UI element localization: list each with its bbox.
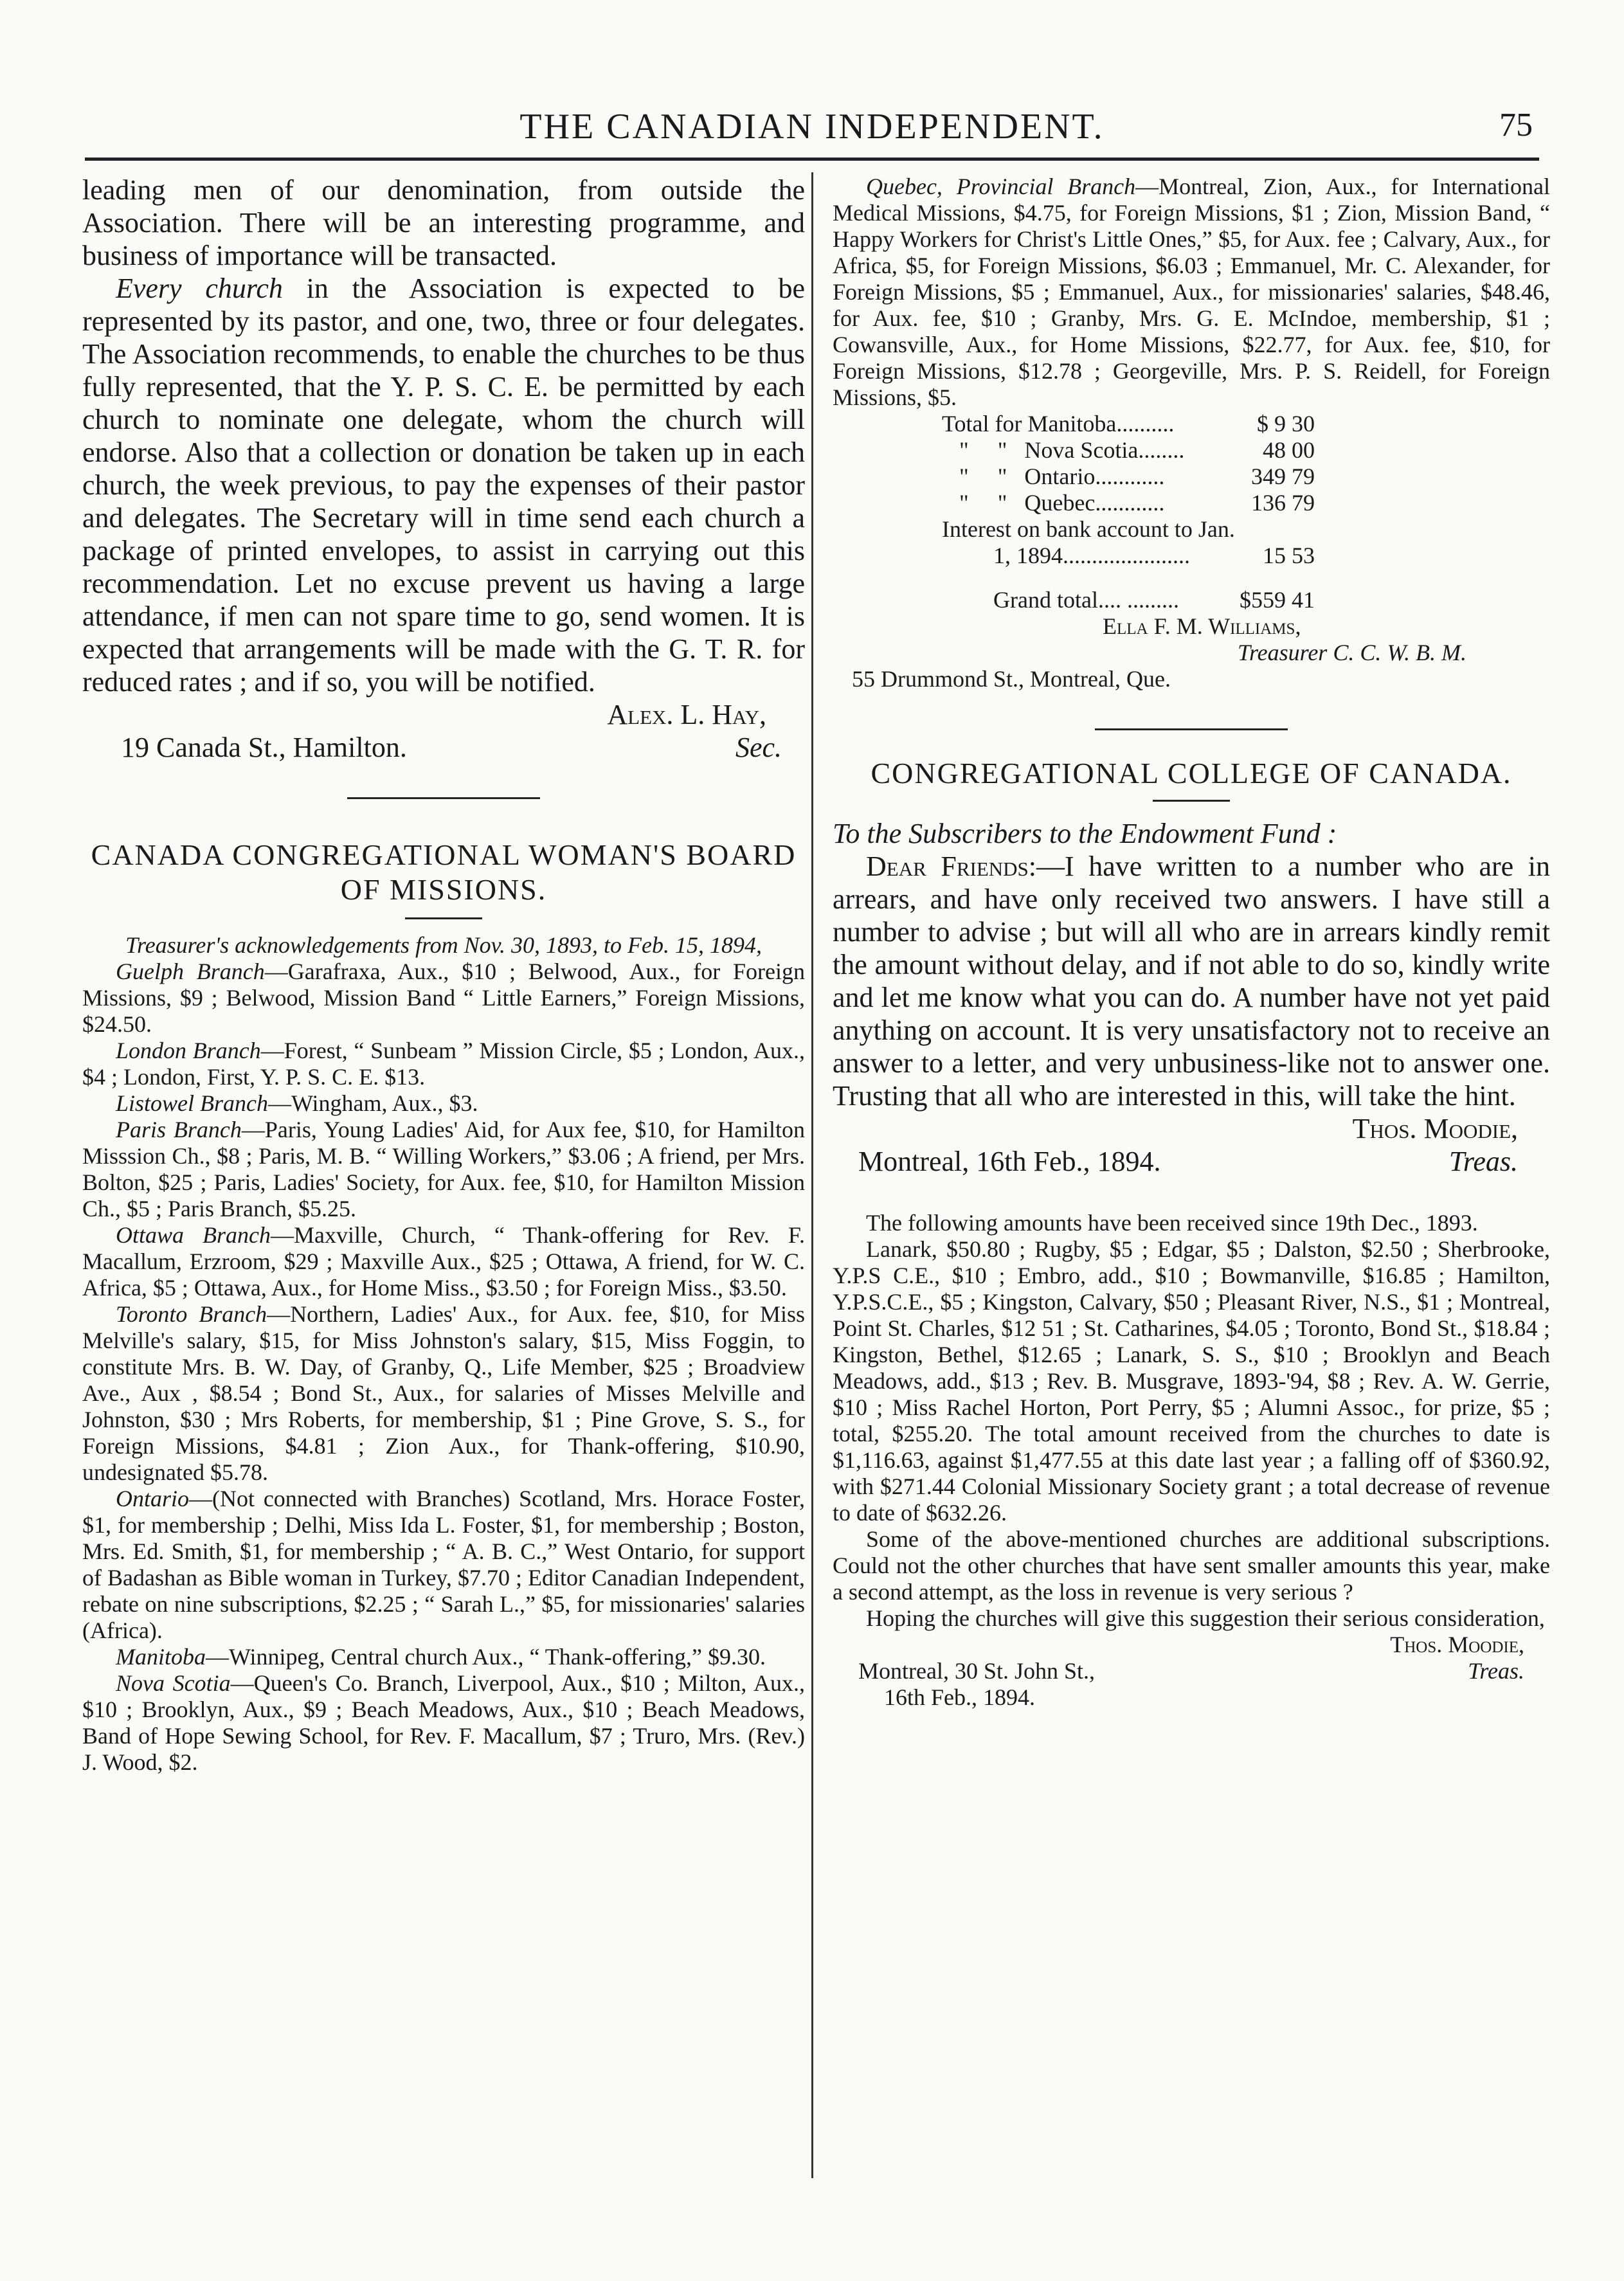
section-divider xyxy=(347,797,540,799)
board-heading: CANADA CONGREGATIONAL WOMAN'S BOARD OF MISSIONS. xyxy=(91,838,797,906)
left-column xyxy=(82,174,805,1776)
closing-date: 16th Feb., 1894. xyxy=(884,1684,1036,1710)
college-treasurer-title: Treas. xyxy=(1448,1146,1518,1177)
branch-entry: Ottawa Branch—Maxville, Church, “ Thank-offering for Rev. F. Macallum, Erzroom, $29 ; Maxville Aux., $25 ; Ottawa, A friend, for W. C. Africa, $5 ; Ottawa, Aux., for Home Miss., $3.50 ; for Foreign Miss., $3.50. xyxy=(82,1222,805,1301)
column-divider xyxy=(811,172,813,2178)
branch-list xyxy=(82,959,805,1776)
branch-entry: Nova Scotia—Queen's Co. Branch, Liverpool, Aux., $10 ; Milton, Aux., $10 ; Brooklyn, Aux., $9 ; Beach Meadows, Aux., $10 ; Beach Meadows, Band of Hope Sewing School, for Rev. F. Macallum, $7 ; Truro, Mrs. (Rev.) J. Wood, $2. xyxy=(82,1670,806,1775)
closing-address: Montreal, 30 St. John St., xyxy=(858,1658,1096,1684)
page-title: THE CANADIAN INDEPENDENT. xyxy=(519,107,1105,147)
branch-entry: Paris Branch—Paris, Young Ladies' Aid, for Aux fee, $10, for Hamilton Misssion Ch., $8 ; Paris, M. B. “ Willing Workers,” $3.06 ; A friend, per Mrs. Bolton, $25 ; Paris, Ladies' Society, for Aux. fee, $10, for Hamilton Mission Ch., $5 ; Paris Branch, $5.25. xyxy=(82,1117,805,1222)
subscribers-address: To the Subscribers to the Endowment Fund : xyxy=(833,818,1337,849)
treasurer-title: Treasurer C. C. W. B. M. xyxy=(1237,640,1466,665)
interest-row: 1, 1894...................... 15 53 xyxy=(993,543,1315,568)
right-column xyxy=(833,174,1550,1711)
section-divider xyxy=(1095,728,1288,730)
interest-label: Interest on bank account to Jan. xyxy=(942,516,1235,542)
grand-total-row: Grand total.... ......... $559 41 xyxy=(993,587,1315,613)
total-row: " " Ontario............ 349 79 xyxy=(942,464,1315,489)
total-row: Total for Manitoba.......... $ 9 30 xyxy=(942,411,1315,437)
association-intro: leading men of our denomination, from outside the Association. There will be an interesting programme, and business of importance will be transacted. xyxy=(82,174,805,271)
spacer xyxy=(833,1178,1550,1210)
branch-entry: London Branch—Forest, “ Sunbeam ” Mission Circle, $5 ; London, Aux., $4 ; London, First, Y. P. S. C. E. $13. xyxy=(82,1038,806,1090)
secretary-title: Sec. xyxy=(735,732,782,763)
treasurer-name: Ella F. M. Williams, xyxy=(1103,613,1301,639)
received-list: Lanark, $50.80 ; Rugby, $5 ; Edgar, $5 ; Dalston, $2.50 ; Sherbrooke, Y.P.S C.E., $10 ; Embro, add., $10 ; Bowmanville, $16.85 ; Hamilton, Y.P.S.C.E., $5 ; Kingston, Calvary, $50 ; Pleasant River, N.S., $1 ; Montreal, Point St. Charles, $12 51 ; St. Catharines, $4.05 ; Toronto, Bond St., $18.84 ; Kingston, Bethel, $12.65 ; Lanark, S. S., $10 ; Brooklyn and Beach Meadows, add., $13 ; Rev. B. Musgrave, 1893-'94, $8 ; Rev. A. W. Gerrie, $10 ; Miss Rachel Horton, Port Perry, $5 ; Alumni Assoc., for prize, $5 ; total, $255.20. The total amount received from the churches to date is $1,116.63, against $1,477.55 at this date last year ; a falling off of $360.92, with $271.44 Colonial Missionary Society grant ; a total decrease of revenue to date of $632.26. xyxy=(833,1236,1550,1526)
college-heading: CONGREGATIONAL COLLEGE OF CANADA. xyxy=(871,757,1512,789)
running-header xyxy=(85,106,1539,161)
secretary-address-line xyxy=(82,731,805,764)
acknowledgement-line: Treasurer's acknowledgements from Nov. 30, 1893, to Feb. 15, 1894, xyxy=(125,932,762,958)
college-treasurer-name: Thos. Moodie, xyxy=(1352,1113,1518,1144)
additional-note: Some of the above-mentioned churches are additional subscriptions. Could not the other churches that have sent smaller amounts this year, make a second attempt, as the loss in revenue is very serious ? xyxy=(833,1526,1550,1605)
closing-title: Treas. xyxy=(1468,1658,1524,1684)
page-number: 75 xyxy=(1499,107,1533,143)
secretary-name: Alex. L. Hay, xyxy=(607,699,766,730)
college-dateline xyxy=(833,1145,1550,1178)
hoping-note: Hoping the churches will give this suggestion their serious consideration, xyxy=(866,1605,1545,1631)
heading-divider xyxy=(405,917,482,919)
branch-entry: Listowel Branch—Wingham, Aux., $3. xyxy=(116,1090,478,1116)
paragraph-lead: Every church xyxy=(116,273,283,304)
treasurer-address: 55 Drummond St., Montreal, Que. xyxy=(852,666,1171,692)
totals-table xyxy=(942,411,1315,613)
branch-entry: Guelph Branch—Garafraxa, Aux., $10 ; Belwood, Aux., for Foreign Missions, $9 ; Belwood, Mission Band “ Little Earners,” Foreign Missions, $24.50. xyxy=(82,959,805,1037)
college-treasurer-name-2: Thos. Moodie, xyxy=(1390,1632,1524,1657)
letter-date: Montreal, 16th Feb., 1894. xyxy=(858,1146,1161,1177)
secretary-address: 19 Canada St., Hamilton. xyxy=(121,732,407,763)
total-row: " " Quebec............ 136 79 xyxy=(942,490,1315,516)
quebec-branch-entry: Quebec, Provincial Branch—Montreal, Zion, Aux., for International Medical Missions, $4.75, for Foreign Missions, $1 ; Zion, Mission Band, “ Happy Workers for Christ's Little Ones,” $5, for Aux. fee ; Calvary, Aux., for Africa, $5, for Foreign Missions, $6.03 ; Emmanuel, Mr. C. Alexander, for Foreign Missions, $5 ; Emmanuel, Aux., for missionaries' salaries, $48.46, for Aux. fee, $10 ; Granby, Mrs. G. E. McIndoe, membership, $1 ; Cowansville, Aux., for Home Missions, $22.77, for Aux. fee, $10, for Foreign Missions, $12.78 ; Georgeville, Mrs. P. S. Reidell, for Foreign Missions, $5. xyxy=(833,174,1550,410)
total-row: " " Nova Scotia........ 48 00 xyxy=(942,437,1315,463)
paragraph-body: in the Association is expected to be represented by its pastor, and one, two, three or four delegates. The Association recommends, to enable the churches to be thus fully represented, that the Y. P. S. C. E. be permitted by each church to nominate one delegate, whom the church will endorse. Also that a collection or donation be taken up in each church, the week previous, to pay the expenses of their pastor and delegates. The Secretary will in time send each church a package of printed envelopes, to assist in carrying out this recommendation. Let no excuse prevent us having a large attendance, if men can not spare time to go, send women. It is expected that arrangements will be made with the G. T. R. for reduced rates ; and if so, you will be notified. xyxy=(82,273,805,698)
heading-divider xyxy=(1153,800,1230,802)
received-intro: The following amounts have been received since 19th Dec., 1893. xyxy=(866,1210,1478,1236)
association-paragraph xyxy=(82,272,805,698)
college-letter: Dear Friends:—I have written to a number who are in arrears, and have only received two answers. I have still a number to advise ; but will all who are in arrears kindly remit the amount without delay, and if not able to do so, kindly write and let me know what you can do. A number have not yet paid anything on account. It is very unsatisfactory not to receive an answer to a letter, and very unbusiness-like not to answer one. Trusting that all who are interested in this, will take the hint. xyxy=(833,851,1550,1112)
branch-entry: Manitoba—Winnipeg, Central church Aux., “ Thank-offering,” $9.30. xyxy=(116,1644,766,1670)
branch-entry: Toronto Branch—Northern, Ladies' Aux., for Aux. fee, $10, for Miss Melville's salary, $15, for Miss Johnston's salary, $15, Miss Foggin, to constitute Mrs. B. W. Day, of Granby, Q., Life Member, $25 ; Broadview Ave., Aux , $8.54 ; Bond St., Aux., for salaries of Misses Melville and Johnston, $30 ; Mrs Roberts, for membership, $1 ; Pine Grove, S. S., for Foreign Missions, $4.81 ; Zion Aux., for Thank-offering, $10.90, undesignated $5.78. xyxy=(82,1301,805,1485)
branch-entry: Ontario—(Not connected with Branches) Scotland, Mrs. Horace Foster, $1, for membership ; Delhi, Miss Ida L. Foster, $1, for membership ; Boston, Mrs. Ed. Smith, $1, for membership ; “ A. B. C.,” West Ontario, for support of Badashan as Bible woman in Turkey, $7.70 ; Editor Canadian Independent, rebate on nine subscriptions, $2.25 ; “ Sarah L.,” $5, for missionaries' salaries (Africa). xyxy=(82,1486,805,1643)
closing-address-line xyxy=(833,1658,1550,1684)
